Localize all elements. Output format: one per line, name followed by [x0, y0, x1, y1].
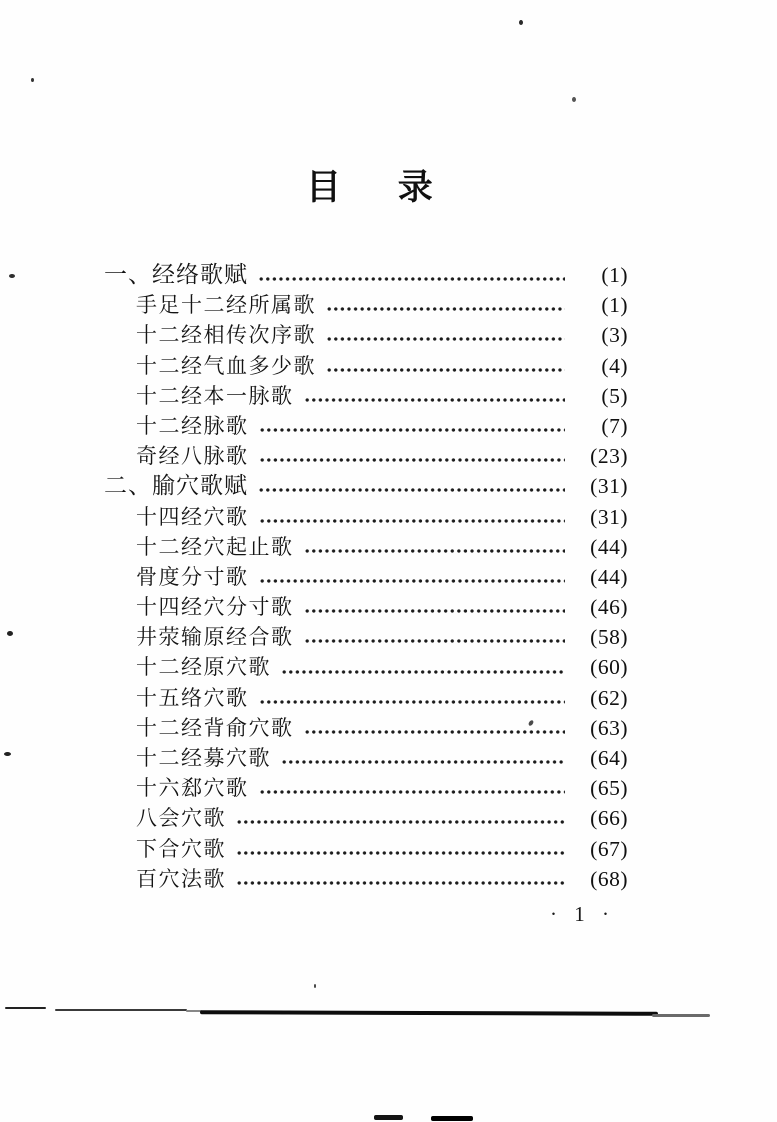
folio-page-number: · 1 · — [550, 902, 615, 926]
toc-entry-label: 十二经气血多少歌 — [136, 353, 316, 378]
toc-entry-label: 十二经原穴歌 — [136, 655, 271, 680]
dot-leader — [260, 699, 566, 705]
toc-entry-page: (1) — [601, 263, 628, 287]
toc-entry-page: (23) — [590, 444, 628, 469]
dot-leader — [237, 880, 565, 886]
scan-line — [200, 1010, 658, 1016]
toc-entry — [104, 502, 628, 532]
toc-entry-label: 十二经本一脉歌 — [136, 383, 294, 408]
toc-entry-page: (44) — [590, 564, 628, 589]
toc-entry — [104, 320, 628, 350]
dot-leader — [260, 518, 566, 524]
toc-entry — [104, 683, 628, 713]
dot-leader — [305, 638, 566, 644]
toc-entry — [104, 532, 628, 562]
toc-entry-page: (63) — [590, 715, 628, 740]
toc-entry-label: 十二经脉歌 — [136, 413, 249, 438]
toc-entry-label: 下合穴歌 — [136, 836, 226, 861]
dot-leader — [237, 850, 565, 856]
scan-line — [652, 1014, 710, 1017]
toc-entry — [104, 652, 628, 682]
scan-line — [55, 1009, 187, 1011]
scan-speck — [519, 20, 523, 25]
dot-leader — [260, 427, 566, 433]
dot-leader — [327, 367, 565, 373]
toc-entry — [104, 773, 628, 803]
toc-entry-label: 十五络穴歌 — [136, 685, 249, 710]
scan-speck — [31, 78, 34, 82]
scan-speck — [572, 97, 576, 102]
toc-entry-page: (3) — [601, 323, 628, 348]
dot-leader — [305, 608, 566, 614]
toc-list — [104, 260, 628, 894]
toc-entry — [104, 864, 628, 894]
toc-entry-page: (31) — [590, 504, 628, 529]
toc-entry — [104, 411, 628, 441]
toc-entry — [104, 471, 628, 501]
toc-entry-label: 十二经相传次序歌 — [136, 323, 316, 348]
toc-entry — [104, 290, 628, 320]
scan-speck — [7, 631, 13, 636]
toc-entry — [104, 622, 628, 652]
toc-entry-page: (1) — [601, 293, 628, 318]
toc-entry — [104, 441, 628, 471]
scan-edge-mark — [374, 1115, 403, 1120]
dot-leader — [260, 789, 566, 795]
toc-entry-label: 十二经穴起止歌 — [136, 534, 294, 559]
toc-entry-page: (68) — [590, 866, 628, 891]
dot-leader — [282, 669, 565, 675]
toc-entry — [104, 713, 628, 743]
toc-entry-page: (5) — [601, 383, 628, 408]
toc-entry-label: 百穴法歌 — [136, 866, 226, 891]
scan-speck — [314, 984, 316, 988]
dot-leader — [259, 276, 565, 282]
toc-entry-label: 手足十二经所属歌 — [136, 293, 316, 318]
dot-leader — [305, 397, 566, 403]
scan-edge-mark — [431, 1116, 473, 1121]
toc-entry-label: 十四经穴歌 — [136, 504, 249, 529]
toc-entry-page: (46) — [590, 595, 628, 620]
scan-speck — [9, 274, 15, 278]
toc-entry-page: (58) — [590, 625, 628, 650]
dot-leader — [305, 548, 566, 554]
toc-entry-label: 二、腧穴歌赋 — [104, 473, 248, 499]
toc-entry-label: 骨度分寸歌 — [136, 564, 249, 589]
toc-entry — [104, 834, 628, 864]
toc-entry-page: (60) — [590, 655, 628, 680]
toc-entry-page: (7) — [601, 413, 628, 438]
toc-entry-page: (4) — [601, 353, 628, 378]
toc-entry — [104, 260, 628, 290]
toc-entry — [104, 592, 628, 622]
dot-leader — [260, 578, 566, 584]
scan-line — [5, 1007, 46, 1009]
toc-entry-page: (66) — [590, 806, 628, 831]
toc-entry-label: 一、经络歌赋 — [104, 262, 248, 287]
toc-entry-page: (44) — [590, 534, 628, 559]
dot-leader — [327, 306, 565, 312]
dot-leader — [305, 729, 566, 735]
dot-leader — [237, 819, 565, 825]
toc-entry-label: 奇经八脉歌 — [136, 444, 249, 469]
toc-entry — [104, 562, 628, 592]
toc-entry — [104, 381, 628, 411]
toc-entry-label: 十四经穴分寸歌 — [136, 595, 294, 620]
toc-entry-label: 十六郄穴歌 — [136, 776, 249, 801]
scan-speck — [4, 752, 11, 756]
page-title: 目 录 — [306, 168, 434, 207]
toc-entry-label: 井荥输原经合歌 — [136, 625, 294, 650]
toc-entry-page: (65) — [590, 776, 628, 801]
dot-leader — [327, 336, 565, 342]
toc-entry-page: (64) — [590, 746, 628, 770]
dot-leader — [259, 487, 565, 493]
toc-entry — [104, 743, 628, 773]
dot-leader — [282, 759, 565, 765]
dot-leader — [260, 457, 566, 463]
toc-entry — [104, 803, 628, 833]
toc-entry — [104, 351, 628, 381]
toc-entry-label: 十二经募穴歌 — [136, 746, 271, 770]
toc-entry-page: (62) — [590, 685, 628, 710]
toc-entry-label: 十二经背俞穴歌 — [136, 715, 294, 740]
toc-entry-page: (67) — [590, 836, 628, 861]
toc-entry-label: 八会穴歌 — [136, 806, 226, 831]
toc-entry-page: (31) — [590, 474, 628, 499]
